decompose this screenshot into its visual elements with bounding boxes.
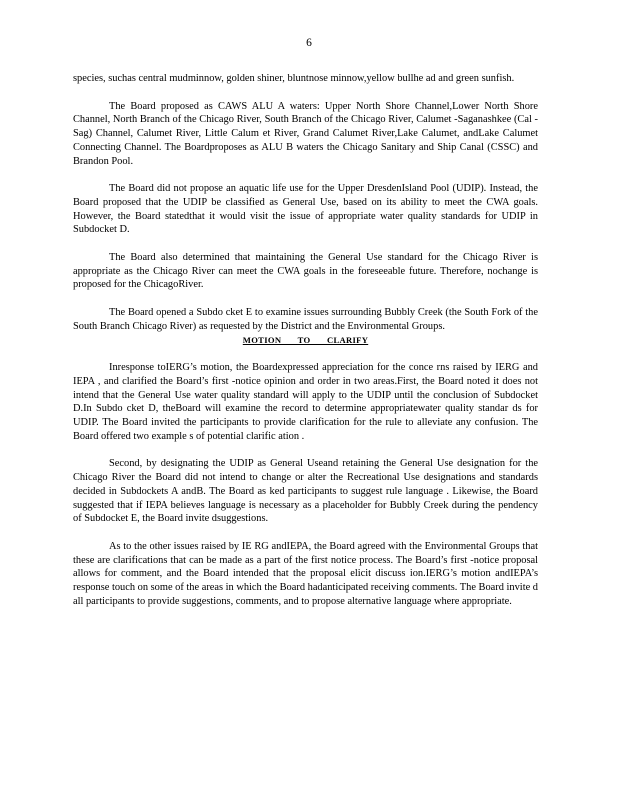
paragraph-chicago-river: The Board also determined that maintaining the General Use standard for the Chicago River is appropriate as the Chicago River can meet the CWA goals in the foreseeable future. Therefore, nochange is proposed for the ChicagoRiver. [73, 252, 538, 291]
paragraph-alu-waters: The Board proposed as CAWS ALU A waters: Upper North Shore Channel,Lower North Shore Channel, North Branch of the Chicago River, South Branch of the Chicago River, Calumet -Saganashkee (Cal -Sag) Channel, Calumet River, Little Calum et River, Grand Calumet River,Lake Calumet, andLake Calumet Connecting Channel. The Boardproposes as ALU B waters the Chicago Sanitary and Ship Canal (CSSC) and Brandon Pool. [73, 100, 538, 167]
page-number: 6 [306, 37, 312, 49]
paragraph-ierg-response: Inresponse toIERG’s motion, the Boardexpressed appreciation for the conce rns raised by IERG and IEPA , and clarified the Board’s first -notice opinion and order in two areas.First, the Board noted it does not intend that the General Use water quality standard will apply to the UDIP until the conclusion of Subdocket D.In Subdo cket D, theBoard will examine the record to determine appropriatewater quality standar ds for UDIP. The Board invited the participants to provide clarification for the rule to alleviate any confusion. The Board offered two example s of potential clarific ation . [73, 362, 538, 442]
document-body [73, 72, 538, 623]
paragraph-subdocket-e: The Board opened a Subdo cket E to examine issues surrounding Bubbly Creek (the South Fork of the South Branch Chicago River) as requested by the District and the Environmental Groups. [73, 307, 538, 332]
paragraph-udip: The Board did not propose an aquatic life use for the Upper DresdenIsland Pool (UDIP). Instead, the Board proposed that the UDIP be classified as General Use, based on its ability to meet the CWA goals. However, the Board statedthat it would visit the issue of appropriate water quality standards for UDIP in Subdocket D. [73, 183, 538, 236]
paragraph-other-issues: As to the other issues raised by IE RG andIEPA, the Board agreed with the Environmental Groups that these are clarifications that can be made as a part of the first notice process. The Board’s first -notice proposal allows for comment, and the Board intended that the proposal elicit discuss ion.IERG’s motion andIEPA’s response touch on some of the areas in which the Board hadanticipated receiving comments. The Board invite d all participants to provide suggestions, comments, and to propose alternative language where appropriate. [73, 540, 538, 607]
paragraph-second-designation: Second, by designating the UDIP as General Useand retaining the General Use designation for the Chicago River the Board did not intend to change or alter the Recreational Use designations and standards decided in Subdockets A andB. The Board as ked participants to suggest rule language . Likewise, the Board suggested that if IEPA believes language is necessary as a placeholder for Bubbly Creek during the pendency of Subdocket E, the Board invite dsuggestions. [73, 458, 538, 525]
paragraph-species-list: species, suchas central mudminnow, golden shiner, bluntnose minnow,yellow bullhe ad and green sunfish. [73, 73, 515, 84]
section-heading: MOTION TO CLARIFY [242, 334, 369, 345]
